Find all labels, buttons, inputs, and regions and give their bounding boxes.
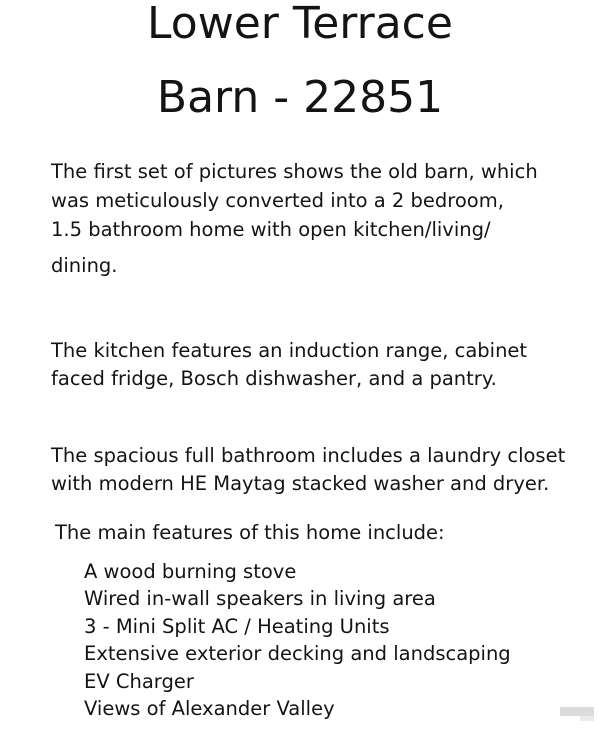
bathroom-paragraph (51, 444, 591, 504)
kitchen-paragraph (51, 339, 591, 399)
brand-watermark-logo (560, 707, 594, 721)
bathroom-line: The spacious full bathroom includes a laundry closet (51, 444, 566, 467)
bathroom-line: with modern HE Maytag stacked washer and dryer. (51, 472, 550, 495)
feature-item: EV Charger (84, 669, 194, 693)
feature-item: Extensive exterior decking and landscaping (84, 642, 511, 666)
watermark-sub-band (580, 716, 594, 721)
feature-item: Views of Alexander Valley (84, 696, 335, 720)
features-heading: The main features of this home include: (55, 521, 445, 544)
page-title-line-2: Barn - 22851 (156, 72, 444, 123)
intro-line: 1.5 bathroom home with open kitchen/living/ (51, 218, 491, 241)
intro-line: dining. (51, 254, 118, 277)
features-list (84, 558, 511, 722)
page-title-line-1: Lower Terrace (147, 0, 453, 49)
kitchen-line: faced fridge, Bosch dishwasher, and a pantry. (51, 367, 497, 390)
kitchen-line: The kitchen features an induction range, cabinet (51, 339, 528, 362)
feature-item: 3 - Mini Split AC / Heating Units (84, 614, 390, 638)
intro-line: was meticulously converted into a 2 bedroom, (51, 189, 504, 212)
feature-item: A wood burning stove (84, 560, 297, 583)
intro-line: The first set of pictures shows the old barn, which (51, 160, 538, 183)
intro-paragraph (51, 160, 591, 280)
feature-item: Wired in-wall speakers in living area (84, 587, 436, 611)
watermark-band (560, 707, 594, 716)
